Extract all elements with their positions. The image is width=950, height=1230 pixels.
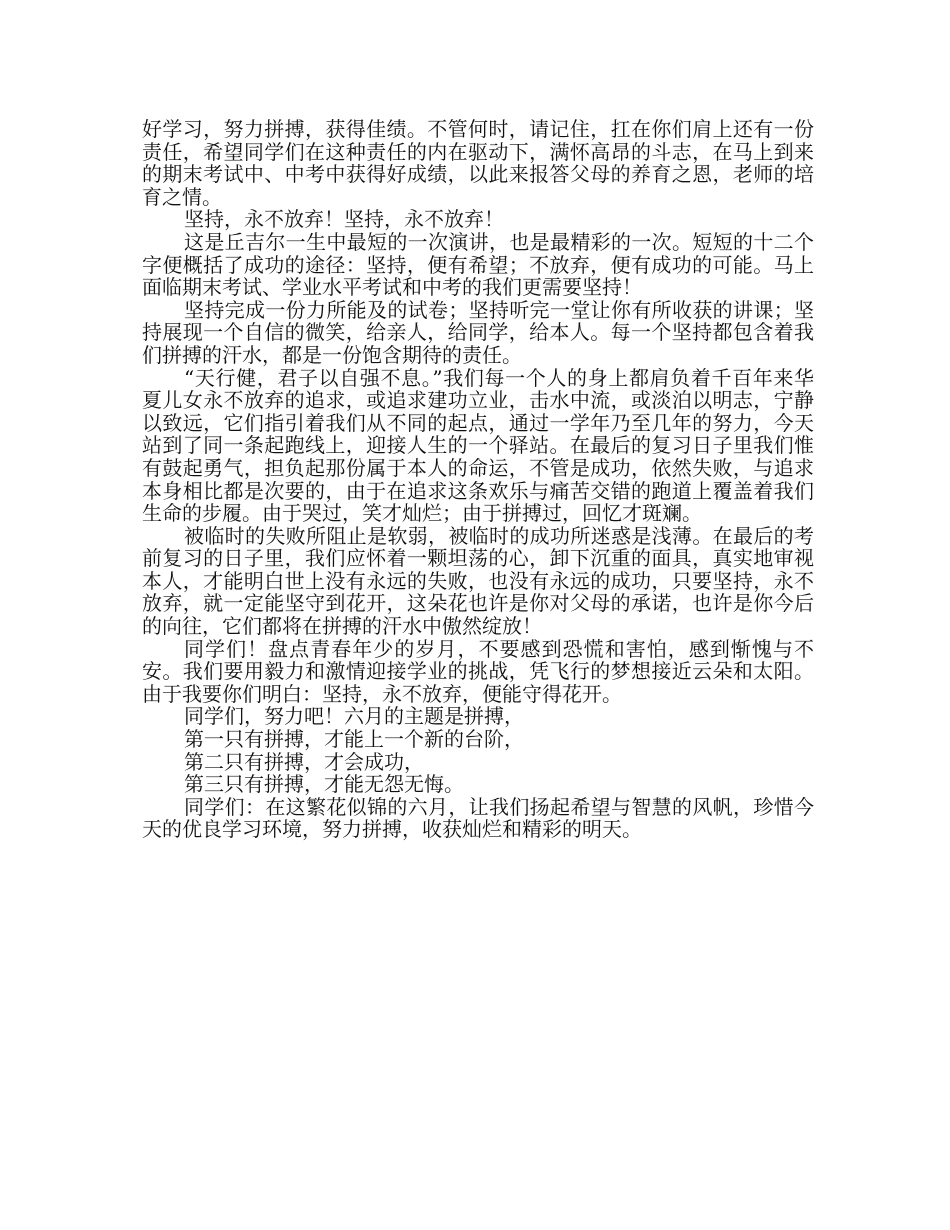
paragraph-june-theme: 同学们，努力吧！六月的主题是拼搏， bbox=[184, 704, 524, 729]
paragraph-continuation: 好学习，努力拼搏，获得佳绩。不管何时，请记住，扛在你们肩上还有一份责任，希望同学们在这种责任的内在驱动下，满怀高昂的斗志，在马上到来的期末考试中、中考中获得好成绩，以此来报答父母的养育之恩，老师的培育之情。 bbox=[142, 117, 814, 209]
document-body bbox=[142, 118, 814, 841]
paragraph-persistence: 坚持完成一份力所能及的试卷；坚持听完一堂让你有所收获的讲课；坚持展现一个自信的微笑，给亲人，给同学，给本人。每一个坚持都包含着我们拼搏的汗水，都是一份饱含期待的责任。 bbox=[142, 297, 814, 367]
paragraph-closing: 同学们：在这繁花似锦的六月，让我们扬起希望与智慧的风帆，珍惜今天的优良学习环境，努力拼搏，收获灿烂和精彩的明天。 bbox=[142, 794, 814, 842]
paragraph-second: 第二只有拼搏，才会成功， bbox=[184, 749, 424, 774]
paragraph-slogan: 坚持，永不放弃！坚持，永不放弃！ bbox=[184, 207, 504, 232]
paragraph-third: 第三只有拼搏，才能无怨无悔。 bbox=[184, 772, 464, 797]
paragraph-first: 第一只有拼搏，才能上一个新的台阶， bbox=[184, 727, 524, 752]
paragraph-failure-success: 被临时的失败所阻止是软弱，被临时的成功所迷惑是浅薄。在最后的考前复习的日子里，我们应怀着一颗坦荡的心，卸下沉重的面具，真实地审视本人，才能明白世上没有永远的失败，也没有永远的成功，只要坚持，永不放弃，就一定能坚守到花开，这朵花也许是你对父母的承诺，也许是你今后的向往，它们都将在拼搏的汗水中傲然绽放！ bbox=[142, 523, 814, 639]
paragraph-quote: “天行健，君子以自强不息。”我们每一个人的身上都肩负着千百年来华夏儿女永不放弃的追求，或追求建功立业，击水中流，或淡泊以明志，宁静以致远，它们指引着我们从不同的起点，通过一学年乃至几年的努力，今天站到了同一条起跑线上，迎接人生的一个驿站。在最后的复习日子里我们惟有鼓起勇气，担负起那份属于本人的命运，不管是成功，依然失败，与追求本身相比都是次要的，由于在追求这条欢乐与痛苦交错的跑道上覆盖着我们生命的步履。由于哭过，笑才灿烂；由于拼搏过，回忆才斑斓。 bbox=[142, 365, 814, 526]
paragraph-youth: 同学们！盘点青春年少的岁月，不要感到恐慌和害怕，感到惭愧与不安。我们要用毅力和激情迎接学业的挑战，凭飞行的梦想接近云朵和太阳。由于我要你们明白：坚持，永不放弃，便能守得花开。 bbox=[142, 636, 814, 706]
paragraph-churchill: 这是丘吉尔一生中最短的一次演讲，也是最精彩的一次。短短的十二个字便概括了成功的途径：坚持，便有希望；不放弃，便有成功的可能。马上面临期末考试、学业水平考试和中考的我们更需要坚持！ bbox=[142, 229, 814, 300]
